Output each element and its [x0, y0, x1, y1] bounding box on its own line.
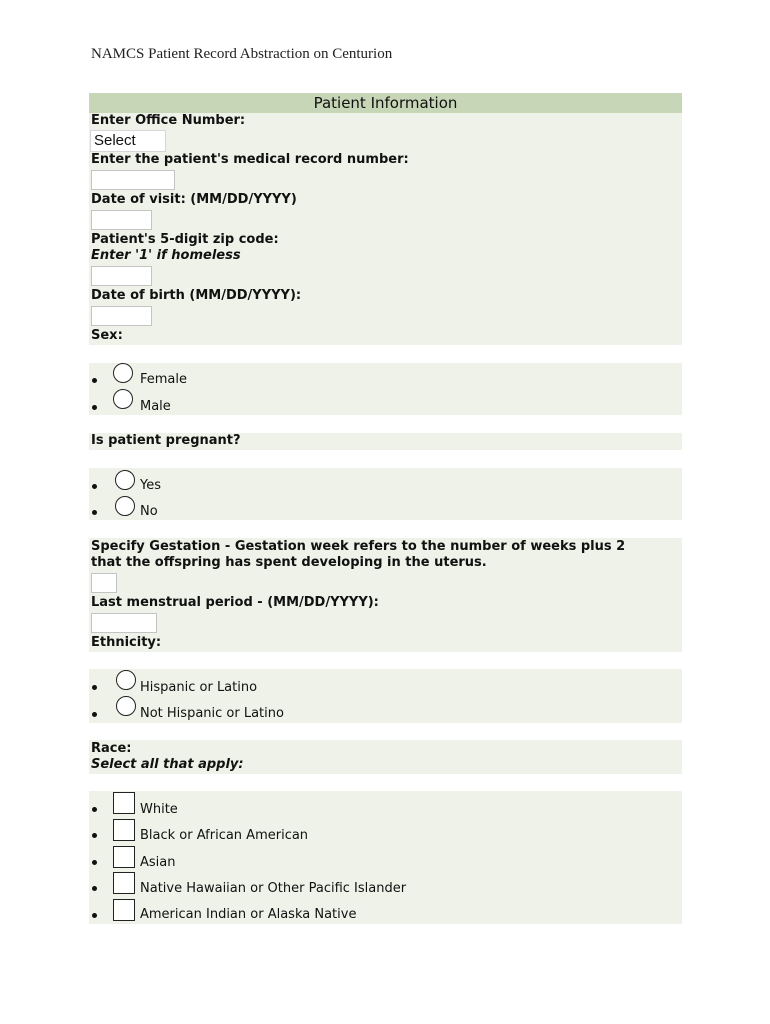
list-bullet: [92, 378, 97, 383]
ethnicity-label: Ethnicity:: [91, 635, 162, 650]
document-title: NAMCS Patient Record Abstraction on Centurion: [91, 46, 393, 62]
gestation-label: Specify Gestation - Gestation week refers to the number of weeks plus 2 that the offspring has spent developing in the uterus.: [91, 539, 626, 570]
list-bullet: [92, 913, 97, 918]
list-bullet: [92, 833, 97, 838]
ethnicity-hispanic-label: Hispanic or Latino: [140, 680, 258, 695]
zip-code-label: Patient's 5-digit zip code:: [91, 232, 279, 247]
ethnicity-not-hispanic-radio[interactable]: [116, 696, 136, 716]
race-hint: Select all that apply:: [91, 757, 244, 772]
race-hawaiian-checkbox[interactable]: [113, 872, 135, 894]
menstrual-input[interactable]: [91, 613, 157, 633]
sex-male-radio[interactable]: [113, 389, 133, 409]
race-black-label: Black or African American: [140, 828, 309, 843]
pregnant-yes-radio[interactable]: [115, 470, 135, 490]
medical-record-label: Enter the patient's medical record number:: [91, 152, 409, 167]
list-bullet: [92, 860, 97, 865]
race-asian-checkbox[interactable]: [113, 846, 135, 868]
section-header-patient-information: Patient Information: [89, 93, 682, 113]
race-options-block: [89, 791, 682, 924]
list-bullet: [92, 510, 97, 515]
menstrual-label: Last menstrual period - (MM/DD/YYYY):: [91, 595, 379, 610]
sex-label: Sex:: [91, 328, 123, 343]
race-black-checkbox[interactable]: [113, 819, 135, 841]
ethnicity-not-hispanic-label: Not Hispanic or Latino: [140, 706, 284, 721]
office-number-select[interactable]: Select: [90, 130, 166, 152]
list-bullet: [92, 484, 97, 489]
visit-date-input[interactable]: [91, 210, 152, 230]
medical-record-input[interactable]: [91, 170, 175, 190]
list-bullet: [92, 685, 97, 690]
sex-options-block: [89, 363, 682, 415]
list-bullet: [92, 807, 97, 812]
pregnant-yes-label: Yes: [140, 478, 161, 493]
pregnant-label: Is patient pregnant?: [91, 433, 241, 448]
race-american-indian-checkbox[interactable]: [113, 899, 135, 921]
pregnant-no-label: No: [140, 504, 158, 519]
race-hawaiian-label: Native Hawaiian or Other Pacific Islander: [140, 881, 407, 896]
sex-male-label: Male: [140, 399, 171, 414]
visit-date-label: Date of visit: (MM/DD/YYYY): [91, 192, 297, 207]
patient-info-block: [89, 113, 682, 345]
race-asian-label: Asian: [140, 855, 176, 870]
race-white-checkbox[interactable]: [113, 792, 135, 814]
race-american-indian-label: American Indian or Alaska Native: [140, 907, 357, 922]
sex-female-label: Female: [140, 372, 188, 387]
race-white-label: White: [140, 802, 178, 817]
birth-date-label: Date of birth (MM/DD/YYYY):: [91, 288, 302, 303]
sex-female-radio[interactable]: [113, 363, 133, 383]
zip-code-input[interactable]: [91, 266, 152, 286]
race-label: Race:: [91, 741, 132, 756]
pregnant-no-radio[interactable]: [115, 496, 135, 516]
birth-date-input[interactable]: [91, 306, 152, 326]
list-bullet: [92, 405, 97, 410]
list-bullet: [92, 712, 97, 717]
zip-code-hint: Enter '1' if homeless: [91, 248, 241, 263]
ethnicity-hispanic-radio[interactable]: [116, 670, 136, 690]
gestation-input[interactable]: [91, 573, 117, 593]
office-number-label: Enter Office Number:: [91, 113, 246, 128]
pregnant-options-block: [89, 468, 682, 520]
list-bullet: [92, 886, 97, 891]
